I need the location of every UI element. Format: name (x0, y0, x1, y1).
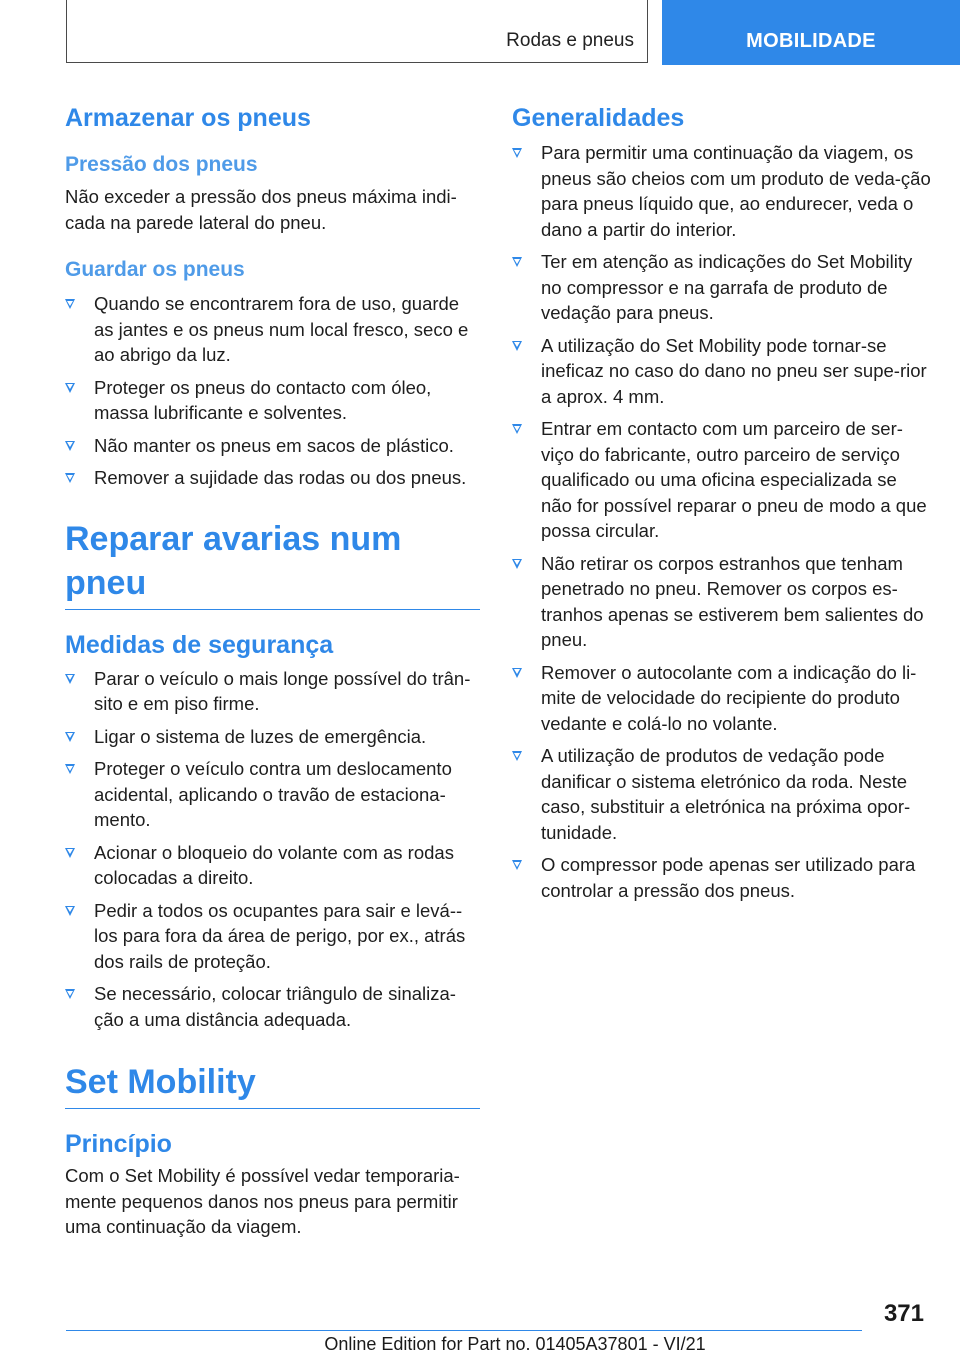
list-item (512, 249, 932, 326)
list-item-text: Parar o veículo o mais longe possível do trân-sito e em piso firme. (94, 667, 471, 714)
bullet-triangle-icon (65, 299, 75, 309)
bullet-triangle-icon (512, 341, 522, 351)
list-item (512, 140, 932, 242)
tire-pressure-heading: Pressão dos pneus (65, 153, 258, 176)
list-item-text: O compressor pode apenas ser utilizado para controlar a pressão dos pneus. (541, 854, 916, 901)
footer-divider (66, 1330, 862, 1331)
general-heading: Generalidades (512, 104, 685, 132)
list-item (65, 291, 480, 368)
bullet-triangle-icon (65, 383, 75, 393)
list-item (65, 666, 480, 717)
list-item (65, 981, 480, 1032)
list-item-text: Remover o autocolante com a indicação do li-mite de velocidade do recipiente do produto vedante e colá-lo no volante. (541, 661, 917, 734)
set-mobility-heading: Set Mobility (65, 1060, 480, 1109)
bullet-triangle-icon (512, 559, 522, 569)
safety-measures-list (65, 666, 480, 1033)
storing-tires-list (65, 291, 480, 491)
header-chapter-badge[interactable] (662, 0, 960, 65)
tire-pressure-text: Não exceder a pressão dos pneus máxima indi-cada na parede lateral do pneu. (65, 186, 457, 233)
bullet-triangle-icon (512, 257, 522, 267)
bullet-triangle-icon (512, 424, 522, 434)
bullet-triangle-icon (65, 473, 75, 483)
header-section-title: Rodas e pneus (506, 30, 634, 51)
list-item (512, 743, 932, 845)
list-item-text: Não retirar os corpos estranhos que tenham penetrado no pneu. Remover os corpos es-tranhos apenas se estiverem bem salientes do pneu. (541, 552, 924, 650)
bullet-triangle-icon (512, 148, 522, 158)
bullet-triangle-icon (65, 989, 75, 999)
list-item (65, 898, 480, 975)
list-item (65, 375, 480, 426)
bullet-triangle-icon (512, 668, 522, 678)
bullet-triangle-icon (65, 732, 75, 742)
list-item (512, 660, 932, 737)
bullet-triangle-icon (65, 764, 75, 774)
bullet-triangle-icon (65, 674, 75, 684)
bullet-triangle-icon (65, 906, 75, 916)
list-item (65, 756, 480, 833)
list-item-text: Acionar o bloqueio do volante com as rodas colocadas a direito. (94, 841, 454, 888)
list-item-text: Pedir a todos os ocupantes para sair e levá--los para fora da área de perigo, por ex., atrás dos rails de proteção. (94, 899, 466, 972)
safety-measures-heading: Medidas de segurança (65, 630, 334, 659)
list-item-text: Proteger os pneus do contacto com óleo, massa lubrificante e solventes. (94, 376, 432, 423)
list-item-text: Se necessário, colocar triângulo de sinaliza-ção a uma distância adequada. (94, 983, 456, 1030)
list-item-text: A utilização de produtos de vedação pode danificar o sistema eletrónico da roda. Neste caso, substituir a eletrónica na próxima opor-tunidade. (541, 745, 911, 843)
repair-tire-heading: Reparar avarias num pneu (65, 517, 480, 610)
list-item-text: Proteger o veículo contra um deslocamento acidental, aplicando o travão de estaciona-mento. (94, 758, 452, 830)
list-item (65, 724, 480, 750)
principle-heading: Princípio (65, 1130, 172, 1158)
list-item-text: Quando se encontrarem fora de uso, guarde as jantes e os pneus num local fresco, seco e ao abrigo da luz. (94, 293, 469, 365)
footer-edition: Online Edition for Part no. 01405A37801 - VI/21 (324, 1334, 706, 1354)
header-chapter-label: MOBILIDADE (746, 30, 876, 52)
right-column (512, 100, 932, 910)
list-item-text: A utilização do Set Mobility pode tornar-se ineficaz no caso do dano no pneu ser supe-rior a aprox. 4 mm. (541, 334, 927, 407)
list-item (65, 840, 480, 891)
principle-text: Com o Set Mobility é possível vedar temporaria-mente pequenos danos nos pneus para permitir uma continuação da viagem. (65, 1165, 460, 1237)
list-item (512, 551, 932, 653)
list-item-text: Remover a sujidade das rodas ou dos pneus. (94, 467, 467, 488)
general-list (512, 140, 932, 903)
page-number: 371 (883, 1300, 924, 1327)
store-tires-heading: Armazenar os pneus (65, 104, 311, 132)
list-item-text: Para permitir uma continuação da viagem, os pneus são cheios com um produto de veda-ção para pneus líquido que, ao endurecer, veda o dano a partir do interior. (541, 142, 931, 240)
list-item (512, 852, 932, 903)
list-item (512, 416, 932, 544)
bullet-triangle-icon (512, 751, 522, 761)
bullet-triangle-icon (65, 441, 75, 451)
list-item (65, 465, 480, 491)
list-item-text: Ter em atenção as indicações do Set Mobility no compressor e na garrafa de produto de vedação para pneus. (541, 251, 913, 323)
list-item (512, 333, 932, 410)
storing-tires-heading: Guardar os pneus (65, 258, 245, 281)
left-column (65, 100, 480, 1240)
bullet-triangle-icon (65, 848, 75, 858)
bullet-triangle-icon (512, 860, 522, 870)
list-item (65, 433, 480, 459)
list-item-text: Não manter os pneus em sacos de plástico. (94, 434, 454, 456)
list-item-text: Entrar em contacto com um parceiro de ser-viço do fabricante, outro parceiro de serviço qualificado ou uma oficina especializada se não for possível reparar o pneu de modo a que possa circular. (541, 418, 927, 541)
list-item-text: Ligar o sistema de luzes de emergência. (94, 725, 427, 747)
